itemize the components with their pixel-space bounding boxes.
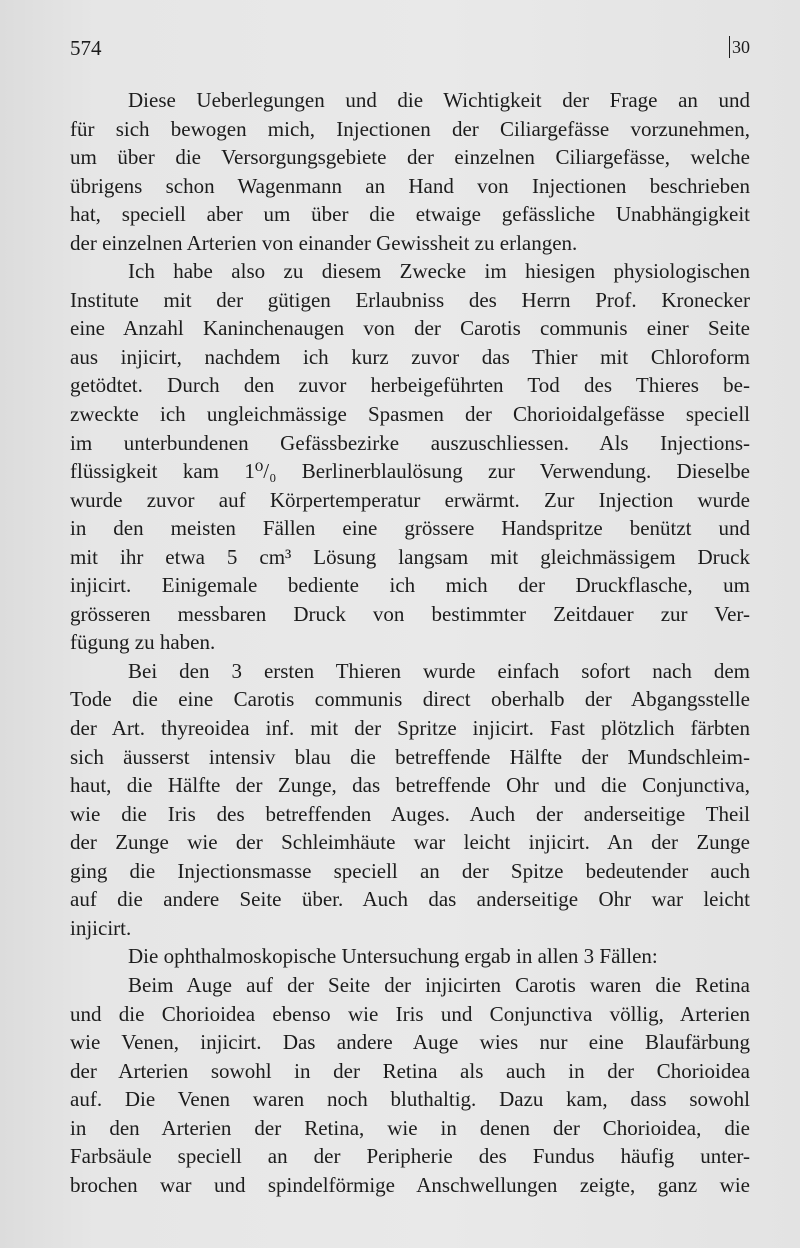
text-line: injicirt. [70,915,132,940]
text-line: der einzelnen Arterien von einander Gewissheit zu erlangen. [70,230,578,255]
text-line: Ich habe also zu diesem Zwecke im hiesigen physiologischen [128,259,750,284]
text-line: im unterbundenen Gefässbezirke auszuschliessen. Als Injections- [70,430,750,455]
text-line: übrigens schon Wagenmann an Hand von Injectionen beschrieben [70,173,750,198]
text-line: Die ophthalmoskopische Untersuchung ergab in allen 3 Fällen: [128,944,658,969]
text-line: haut, die Hälfte der Zunge, das betreffende Ohr und die Conjunctiva, [70,773,750,798]
text-line: wurde zuvor auf Körpertemperatur erwärmt. Zur Injection wurde [70,487,750,512]
text-line: in den meisten Fällen eine grössere Handspritze benützt und [70,516,750,541]
text-line: ging die Injectionsmasse speciell an der Spitze bedeutender auch [70,858,750,883]
text-line: Institute mit der gütigen Erlaubniss des Herrn Prof. Kronecker [70,287,750,312]
text-line: Tode die eine Carotis communis direct oberhalb der Abgangsstelle [70,687,750,712]
text-line: der Art. thyreoidea inf. mit der Spritze injicirt. Fast plötzlich färbten [70,716,750,741]
text-line: und die Chorioidea ebenso wie Iris und Conjunctiva völlig, Arterien [70,1001,750,1026]
text-line: um über die Versorgungsgebiete der einzelnen Ciliargefässe, welche [70,145,750,170]
text-line: fügung zu haben. [70,630,216,655]
text-line: für sich bewogen mich, Injectionen der Ciliargefässe vorzunehmen, [70,116,750,141]
text-line: flüssigkeit kam 1⁰/₀ Berlinerblaulösung zur Verwendung. Dieselbe [70,459,750,484]
text-line: Farbsäule speciell an der Peripherie des Fundus häufig unter- [70,1144,750,1169]
text-line: grösseren messbaren Druck von bestimmter Zeitdauer zur Ver- [70,601,750,626]
text-line: der Arterien sowohl in der Retina als auch in der Chorioidea [70,1058,750,1083]
text-line: auf. Die Venen waren noch bluthaltig. Dazu kam, dass sowohl [70,1087,750,1112]
text-line: brochen war und spindelförmige Anschwellungen zeigte, ganz wie [70,1172,750,1197]
page-header [70,36,750,72]
page-number: 574 [70,36,102,60]
text-line: der Zunge wie der Schleimhäute war leicht injicirt. An der Zunge [70,830,750,855]
text-line: auf die andere Seite über. Auch das anderseitige Ohr war leicht [70,887,750,912]
text-line: Beim Auge auf der Seite der injicirten Carotis waren die Retina [128,972,750,997]
text-line: mit ihr etwa 5 cm³ Lösung langsam mit gleichmässigem Druck [70,544,750,569]
text-line: wie Venen, injicirt. Das andere Auge wies nur eine Blaufärbung [70,1030,750,1055]
text-line: hat, speciell aber um über die etwaige gefässliche Unabhängigkeit [70,202,750,227]
text-line: Diese Ueberlegungen und die Wichtigkeit der Frage an und [128,88,750,112]
text-line: sich äusserst intensiv blau die betreffende Hälfte der Mundschleim- [70,744,750,769]
signature-mark: 30 [729,36,750,58]
text-line: injicirt. Einigemale bediente ich mich der Druckflasche, um [70,573,750,598]
text-line: Bei den 3 ersten Thieren wurde einfach sofort nach dem [128,658,750,683]
text-line: getödtet. Durch den zuvor herbeigeführten Tod des Thieres be- [70,373,750,398]
text-line: zweckte ich ungleichmässige Spasmen der Chorioidalgefässe speciell [70,402,750,427]
body-text [70,86,750,1199]
text-line: in den Arterien der Retina, wie in denen der Chorioidea, die [70,1115,750,1140]
text-line: eine Anzahl Kaninchenaugen von der Carotis communis einer Seite [70,316,750,341]
text-line: aus injicirt, nachdem ich kurz zuvor das Thier mit Chloroform [70,344,750,369]
text-line: wie die Iris des betreffenden Auges. Auch der anderseitige Theil [70,801,750,826]
